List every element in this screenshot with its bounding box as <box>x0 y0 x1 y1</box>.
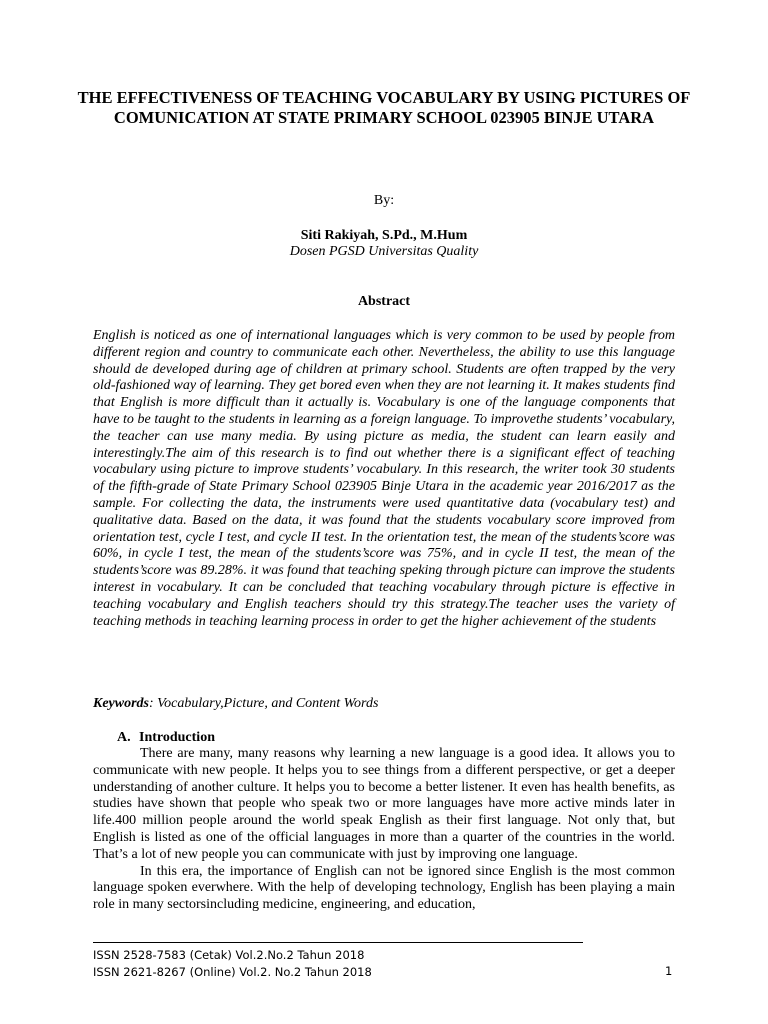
footer-issn-print: ISSN 2528-7583 (Cetak) Vol.2.No.2 Tahun 2018 <box>93 948 365 962</box>
keywords-text: : Vocabulary,Picture, and Content Words <box>149 696 379 711</box>
section-number: A. <box>117 730 131 745</box>
paper-title: THE EFFECTIVENESS OF TEACHING VOCABULARY BY USING PICTURES OF COMUNICATION AT STATE PRIMARY SCHOOL 023905 BINJE UTARA <box>77 88 691 127</box>
abstract-text: English is noticed as one of international languages which is very common to be used by people from different region and country to communicate each other. Nevertheless, the ability to use this language should de developed during age of children at primary school. Students are often trapped by the very old-fashioned way of learning. They get bored even when they are not learning it. It makes students find that English is more difficult than it actually is. Vocabulary is one of the language components that have to be taught to the students in learning as a foreign language. To improvethe students’ vocabulary, the teacher can use many media. By using picture as media, the student can learn easily and interestingly.The aim of this research is to find out whether there is a significant effect of teaching vocabulary using picture to improve students’ vocabulary. In this research, the writer took 30 students of the fifth-grade of State Primary School 023905 Binje Utara in the academic year 2016/2017 as the sample. For collecting the data, the instruments were used quantitative data (vocabulary test) and qualitative data. Based on the data, it was found that the students vocabulary score improved from orientation test, cycle I test, and cycle II test. In the orientation test, the mean of the students’score was 60%, in cycle I test, the mean of the students’score was 75%, and in cycle II test, the mean of the students’score was 89.28%. it was found that teaching speking through picture can improve the students interest in vocabulary. It can be concluded that teaching vocabulary through picture is effective in teaching vocabulary and English teachers should try this strategy.The teacher uses the variety of teaching methods in teaching learning process in order to get the higher achievement of the students <box>93 328 675 629</box>
by-label: By: <box>373 193 395 208</box>
intro-paragraph: In this era, the importance of English can not be ignored since English is the most common language spoken everwhere. With the help of developing technology, English has been playing a main role in many sectorsincluding medicine, engineering, and education, <box>93 863 675 913</box>
keywords-label: Keywords <box>93 696 149 711</box>
page-number: 1 <box>665 964 673 978</box>
footer-issn-online: ISSN 2621-8267 (Online) Vol.2. No.2 Tahun 2018 <box>93 965 372 979</box>
author-name: Siti Rakiyah, S.Pd., M.Hum <box>300 228 468 243</box>
section-heading <box>117 730 215 746</box>
abstract-heading: Abstract <box>357 294 411 309</box>
keywords-line <box>93 696 675 712</box>
introduction-body <box>93 746 675 914</box>
footer-divider <box>93 942 583 943</box>
intro-paragraph: There are many, many reasons why learning a new language is a good idea. It allows you to communicate with new people. It helps you to see things from a different perspective, or get a deeper understanding of another culture. It helps you to become a better listener. It even has health benefits, as studies have shown that people who speak two or more languages have more active minds later in life.400 million people around the world speak English as their first language. Not only that, but English is listed as one of the official languages in more than a quarter of the countries in the world. That’s a lot of new people you can communicate with just by improving one language. <box>93 746 675 862</box>
section-title: Introduction <box>139 730 215 745</box>
author-affiliation: Dosen PGSD Universitas Quality <box>289 244 479 259</box>
